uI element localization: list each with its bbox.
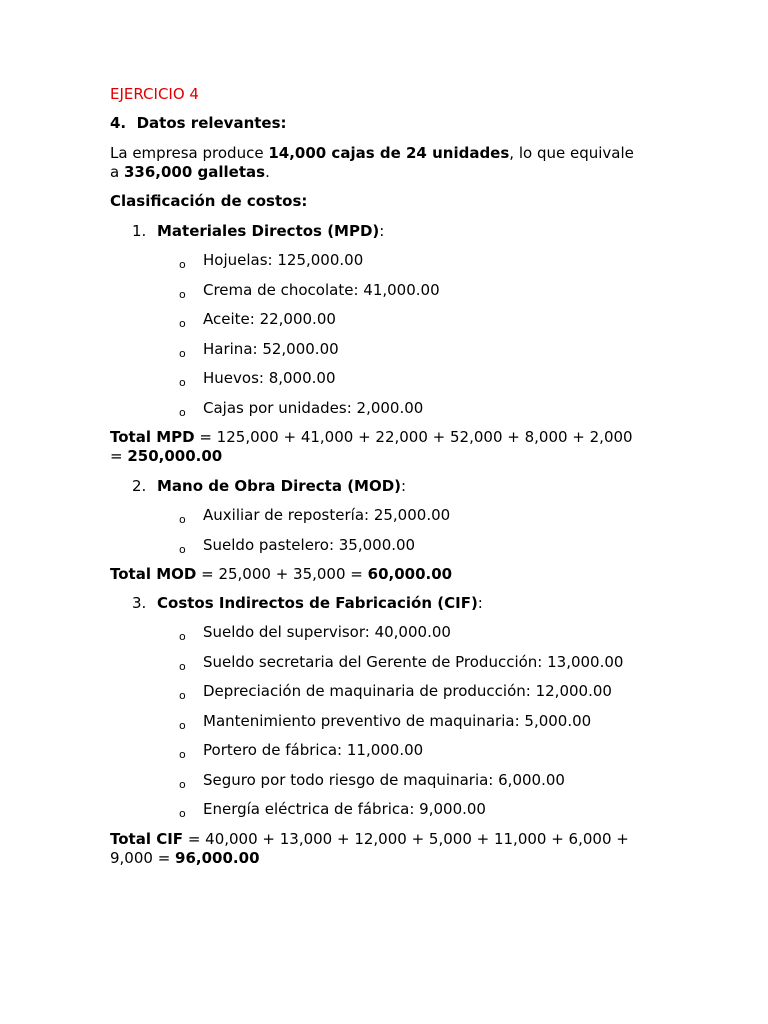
classification-heading: Clasificación de costos:: [110, 192, 308, 210]
bullet-marker: o: [179, 719, 186, 732]
mpd-item-1: Crema de chocolate: 41,000.00: [203, 281, 440, 299]
cif-total-line-2: [110, 849, 260, 868]
cif-item-5: Seguro por todo riesgo de maquinaria: 6,000.00: [203, 771, 565, 789]
intro-cookies: 336,000 galletas: [123, 163, 266, 181]
mod-total-line: [110, 565, 452, 584]
mod-heading-label: Mano de Obra Directa (MOD): [157, 477, 402, 495]
mpd-colon: :: [379, 222, 385, 240]
mpd-total-equals: =: [110, 447, 128, 465]
mpd-total-value: 250,000.00: [127, 447, 223, 465]
mod-colon: :: [401, 477, 407, 495]
cif-item-2: Depreciación de maquinaria de producción: 12,000.00: [203, 682, 612, 700]
bullet-marker: o: [179, 317, 186, 330]
cif-heading-label: Costos Indirectos de Fabricación (CIF): [157, 594, 478, 612]
cif-total-line-1: [110, 830, 629, 849]
cif-total-expression: = 40,000 + 13,000 + 12,000 + 5,000 + 11,000 + 6,000 +: [183, 830, 629, 848]
bullet-marker: o: [179, 288, 186, 301]
mpd-number: 1.: [132, 222, 147, 240]
intro-line-2: [110, 163, 270, 182]
bullet-marker: o: [179, 807, 186, 820]
exercise-title: EJERCICIO 4: [110, 85, 199, 103]
mpd-heading-label: Materiales Directos (MPD): [157, 222, 380, 240]
mpd-total-line-1: [110, 428, 633, 447]
bullet-marker: o: [179, 689, 186, 702]
section-title: Datos relevantes:: [136, 114, 287, 132]
mod-number: 2.: [132, 477, 147, 495]
section-heading: [110, 114, 287, 133]
intro-text: .: [265, 163, 270, 181]
mpd-total-expression: = 125,000 + 41,000 + 22,000 + 52,000 + 8,000 + 2,000: [194, 428, 633, 446]
mod-total-value: 60,000.00: [367, 565, 453, 583]
intro-text: a: [110, 163, 124, 181]
mpd-item-0: Hojuelas: 125,000.00: [203, 251, 364, 269]
bullet-marker: o: [179, 347, 186, 360]
cif-number: 3.: [132, 594, 147, 612]
mpd-item-4: Huevos: 8,000.00: [203, 369, 336, 387]
cif-total-value: 96,000.00: [175, 849, 260, 867]
mpd-item-2: Aceite: 22,000.00: [203, 310, 336, 328]
bullet-marker: o: [179, 748, 186, 761]
bullet-marker: o: [179, 660, 186, 673]
cif-total-label: Total CIF: [110, 830, 184, 848]
cif-item-0: Sueldo del supervisor: 40,000.00: [203, 623, 451, 641]
bullet-marker: o: [179, 778, 186, 791]
intro-boxes: 14,000 cajas de 24 unidades: [268, 144, 510, 162]
bullet-marker: o: [179, 630, 186, 643]
bullet-marker: o: [179, 513, 186, 526]
cif-item-6: Energía eléctrica de fábrica: 9,000.00: [203, 800, 486, 818]
cif-colon: :: [477, 594, 483, 612]
mod-item-0: Auxiliar de repostería: 25,000.00: [203, 506, 451, 524]
cif-item-4: Portero de fábrica: 11,000.00: [203, 741, 424, 759]
mpd-item-3: Harina: 52,000.00: [203, 340, 339, 358]
mod-item-1: Sueldo pastelero: 35,000.00: [203, 536, 416, 554]
cif-heading-text: [157, 594, 483, 613]
mpd-total-line-2: [110, 447, 222, 466]
mpd-heading-text: [157, 222, 384, 241]
intro-text: , lo que equivale: [509, 144, 634, 162]
mpd-total-label: Total MPD: [110, 428, 195, 446]
section-number: 4.: [110, 114, 127, 132]
mpd-item-5: Cajas por unidades: 2,000.00: [203, 399, 424, 417]
mod-heading-text: [157, 477, 406, 496]
bullet-marker: o: [179, 258, 186, 271]
bullet-marker: o: [179, 543, 186, 556]
mod-total-label: Total MOD: [110, 565, 197, 583]
cif-total-equals: 9,000 =: [110, 849, 176, 867]
mod-total-expression: = 25,000 + 35,000 =: [196, 565, 368, 583]
cif-item-1: Sueldo secretaria del Gerente de Producción: 13,000.00: [203, 653, 624, 671]
intro-text: La empresa produce: [110, 144, 269, 162]
bullet-marker: o: [179, 376, 186, 389]
intro-line-1: [110, 144, 634, 163]
bullet-marker: o: [179, 406, 186, 419]
cif-item-3: Mantenimiento preventivo de maquinaria: 5,000.00: [203, 712, 592, 730]
